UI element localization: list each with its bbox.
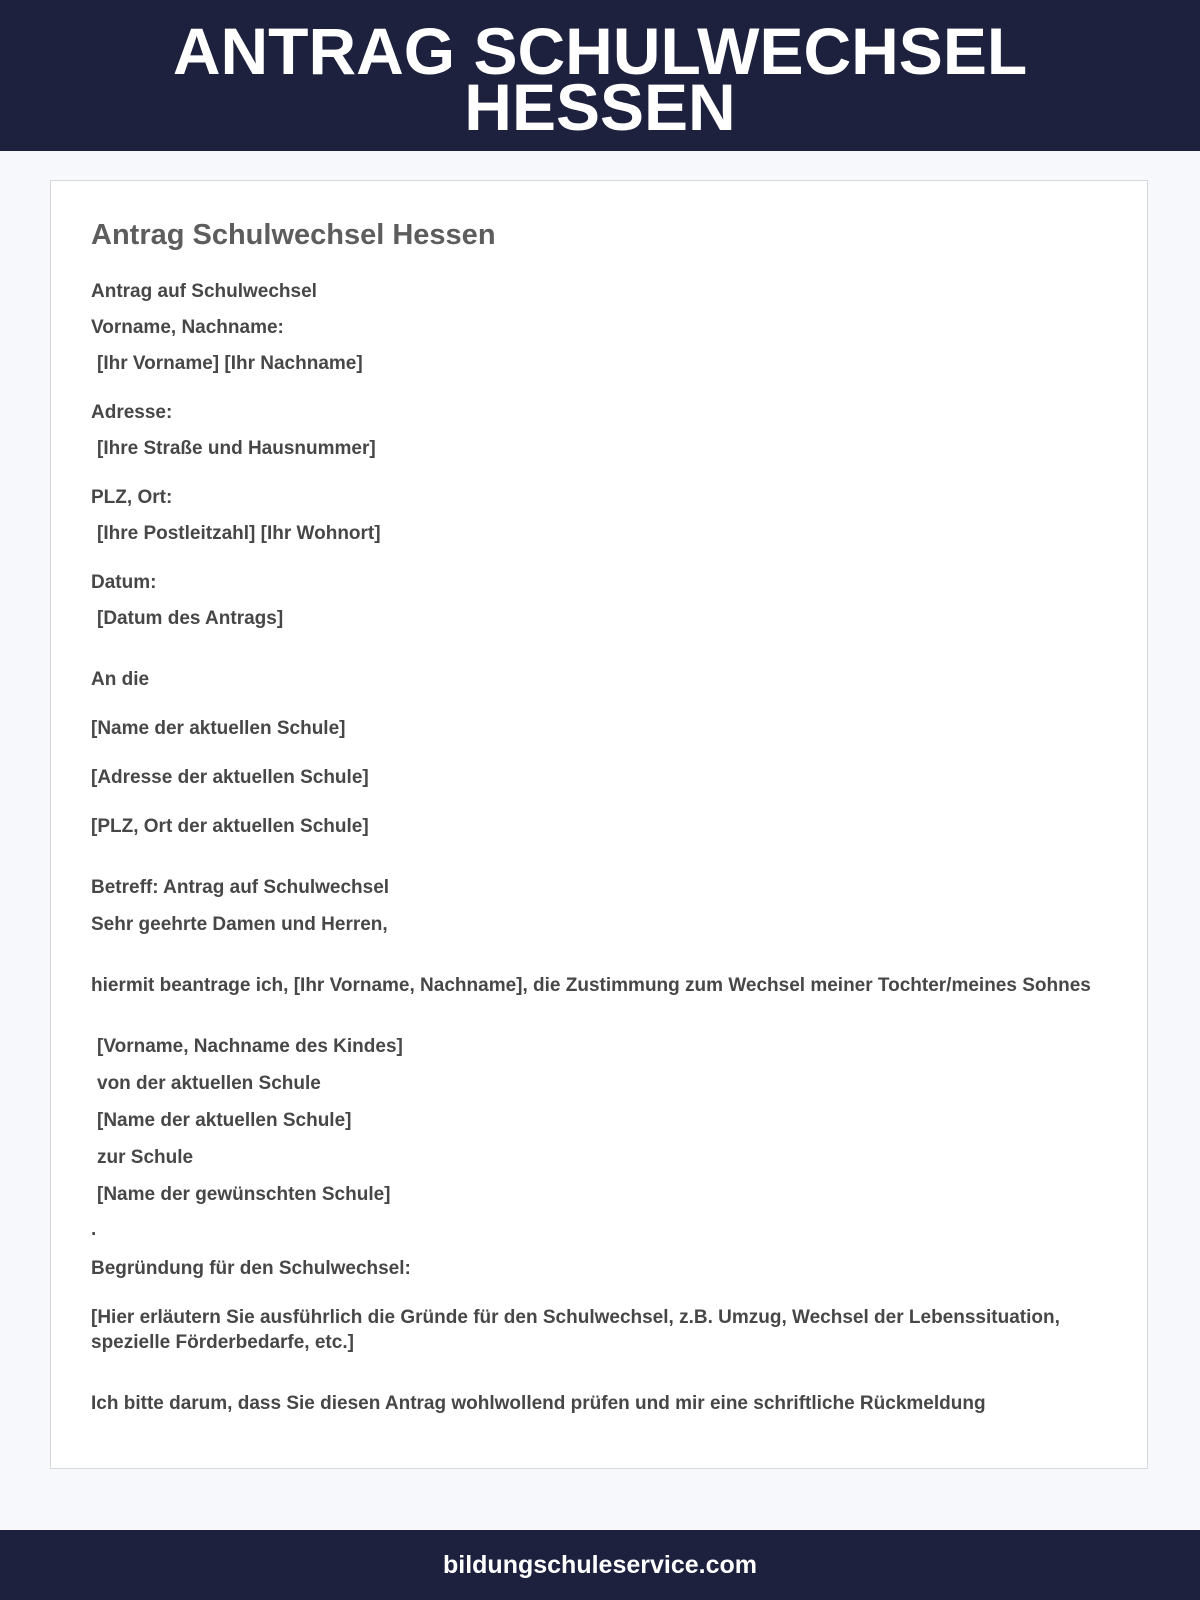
betreff-line: Betreff: Antrag auf Schulwechsel — [91, 877, 390, 898]
name-label: Vorname, Nachname: — [91, 317, 284, 338]
document-heading: Antrag Schulwechsel Hessen — [91, 219, 496, 251]
salutation: Sehr geehrte Damen und Herren, — [91, 914, 388, 935]
closing-request: Ich bitte darum, dass Sie diesen Antrag wohlwollend prüfen und mir eine schriftliche Rückmeldung — [91, 1393, 986, 1414]
period-mark: . — [91, 1219, 97, 1240]
title-banner — [0, 0, 1200, 151]
city-label: PLZ, Ort: — [91, 487, 173, 508]
from-text: von der aktuellen Schule — [97, 1073, 321, 1094]
current-school: [Name der aktuellen Schule] — [97, 1110, 352, 1131]
city-value: [Ihre Postleitzahl] [Ihr Wohnort] — [97, 523, 381, 544]
child-name: [Vorname, Nachname des Kindes] — [97, 1036, 403, 1057]
date-label: Datum: — [91, 572, 157, 593]
document-card — [50, 180, 1148, 1469]
name-value: [Ihr Vorname] [Ihr Nachname] — [97, 353, 363, 374]
desired-school: [Name der gewünschten Schule] — [97, 1184, 391, 1205]
banner-title: ANTRAG SCHULWECHSEL HESSEN — [172, 13, 1028, 144]
to-text: zur Schule — [97, 1147, 194, 1168]
address-label: Adresse: — [91, 402, 173, 423]
date-value: [Datum des Antrags] — [97, 608, 284, 629]
recipient-school: [Name der aktuellen Schule] — [91, 718, 346, 739]
recipient-city: [PLZ, Ort der aktuellen Schule] — [91, 816, 369, 837]
subject-line: Antrag auf Schulwechsel — [91, 281, 317, 302]
reason-text: [Hier erläutern Sie ausführlich die Gründe für den Schulwechsel, z.B. Umzug, Wechsel der Lebenssituation, spezielle Förderbedarfe, etc.] — [91, 1307, 1060, 1353]
footer-site-link[interactable]: bildungschuleservice.com — [443, 1550, 757, 1579]
site-footer — [0, 1530, 1200, 1600]
address-value: [Ihre Straße und Hausnummer] — [97, 438, 376, 459]
recipient-intro: An die — [91, 669, 150, 690]
recipient-address: [Adresse der aktuellen Schule] — [91, 767, 369, 788]
body-intro: hiermit beantrage ich, [Ihr Vorname, Nachname], die Zustimmung zum Wechsel meiner Tochter/meines Sohnes — [91, 975, 1091, 996]
reason-label: Begründung für den Schulwechsel: — [91, 1258, 411, 1279]
